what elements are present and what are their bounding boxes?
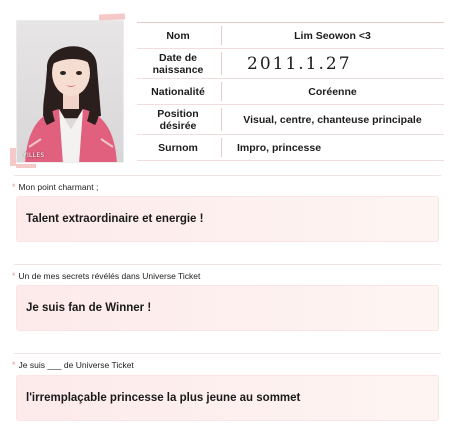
info-row-nickname (137, 135, 444, 161)
info-label: Nom (166, 29, 190, 42)
divider (14, 353, 441, 354)
info-value: Lim Seowon <3 (294, 29, 371, 42)
star-icon: * (12, 360, 16, 370)
star-icon: * (12, 271, 16, 281)
info-value: Visual, centre, chanteuse principale (243, 113, 422, 126)
section-label-text: Un de mes secrets révélés dans Universe Ticket (18, 271, 201, 281)
answer-card: Je suis fan de Winner ! (16, 285, 439, 331)
info-label: Nationalité (151, 85, 205, 98)
answer-card: Talent extraordinaire et energie ! (16, 196, 439, 242)
answer-card: l'irremplaçable princesse la plus jeune au sommet (16, 375, 439, 421)
decorative-tape (16, 164, 36, 168)
info-label: Date de naissance (152, 51, 204, 76)
star-icon: * (12, 182, 16, 192)
section-label (12, 271, 200, 281)
section-label-text: Mon point charmant ; (18, 182, 99, 192)
info-value: Impro, princesse (237, 141, 322, 154)
info-value: 2011.1.27 (247, 53, 352, 74)
info-row-name (137, 23, 444, 49)
section-label (12, 360, 134, 370)
section-label (12, 182, 98, 192)
info-row-position (137, 105, 444, 135)
profile-info-table (137, 22, 444, 160)
info-label: Position désirée (157, 107, 199, 132)
portrait-photo (16, 20, 124, 163)
divider (14, 175, 441, 176)
info-value: Coréenne (308, 85, 357, 98)
section-label-text: Je suis ___ de Universe Ticket (18, 360, 134, 370)
portrait-illustration (17, 21, 124, 163)
info-label: Surnom (158, 141, 198, 154)
info-row-birthdate (137, 49, 444, 79)
photo-watermark: YILLES (23, 152, 45, 159)
info-row-nationality (137, 79, 444, 105)
divider (14, 264, 441, 265)
decorative-tape (99, 14, 125, 21)
